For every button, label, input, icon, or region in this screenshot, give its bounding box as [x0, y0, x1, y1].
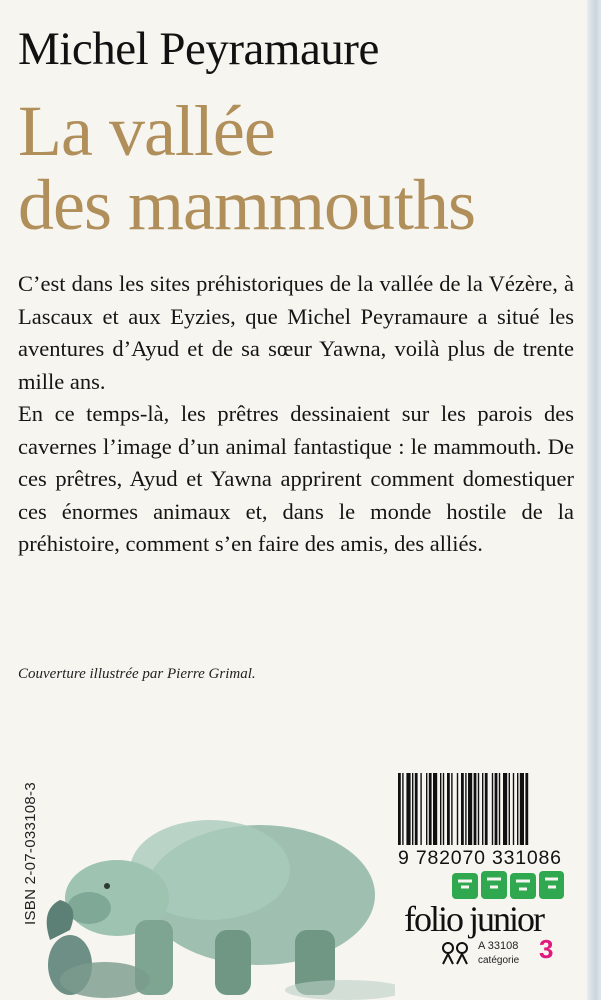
barcode-bar — [468, 773, 472, 845]
barcode-bar — [402, 773, 403, 845]
folio-emblem-icon — [440, 940, 470, 966]
barcode-bar — [406, 773, 410, 845]
blurb-paragraph-2: En ce temps-là, les prêtres dessinaient sur les parois des cavernes l’image d’un animal fantastique : le mammouth. De ces prêtres, Ayud et Yawna apprirent comment domestiquer ces énormes animaux et, dans le monde hostile de la préhistoire, comment s’en faire des amis, des alliés. — [18, 401, 574, 556]
barcode-bar — [520, 773, 524, 845]
illustration-credit: Couverture illustrée par Pierre Grimal. — [18, 666, 256, 682]
barcode-bar — [465, 773, 466, 845]
barcode-bar — [420, 773, 421, 845]
barcode — [396, 773, 594, 875]
barcode-bar — [426, 773, 427, 845]
book-title — [18, 91, 475, 245]
isbn: ISBN 2-07-033108-3 — [22, 782, 39, 925]
barcode-bar — [495, 773, 498, 845]
barcode-bar — [447, 773, 450, 845]
barcode-bar — [492, 773, 493, 845]
barcode-bar — [513, 773, 514, 845]
barcode-bar — [412, 773, 413, 845]
barcode-bar — [474, 773, 477, 845]
title-line-1: La vallée — [18, 91, 275, 171]
category-number: 3 — [539, 934, 554, 964]
author-name: Michel Peyramaure — [18, 23, 379, 75]
bear-illustration — [45, 780, 395, 1000]
barcode-bar — [482, 773, 483, 845]
barcode-bar — [415, 773, 418, 845]
category-label: catégorie — [478, 955, 520, 966]
barcode-bar — [461, 773, 464, 845]
title-line-2: des mammouths — [18, 165, 475, 245]
blurb — [18, 268, 574, 561]
barcode-bar — [478, 773, 479, 845]
barcode-bar — [433, 773, 437, 845]
catalog-reference: A 33108 — [478, 940, 519, 952]
barcode-bar — [429, 773, 432, 845]
barcode-bar — [517, 773, 518, 845]
barcode-bar — [525, 773, 528, 845]
barcode-bar — [440, 773, 441, 845]
barcode-bar — [398, 773, 401, 845]
blurb-paragraph-1: C’est dans les sites préhistoriques de la vallée de la Vézère, à Lascaux et aux Eyzies, que Michel Peyramaure a situé les aventures d’Ayud et de sa sœur Yawna, voilà plus de trente mille ans. — [18, 271, 574, 394]
publisher-name: folio junior — [404, 899, 543, 939]
barcode-bar — [509, 773, 510, 845]
barcode-bar — [451, 773, 452, 845]
barcode-bar — [443, 773, 444, 845]
barcode-bars — [396, 773, 594, 845]
barcode-number: 9 782070 331086 — [398, 847, 562, 869]
barcode-bar — [485, 773, 488, 845]
barcode-bar — [503, 773, 507, 845]
barcode-bar — [457, 773, 458, 845]
barcode-bar — [499, 773, 500, 845]
